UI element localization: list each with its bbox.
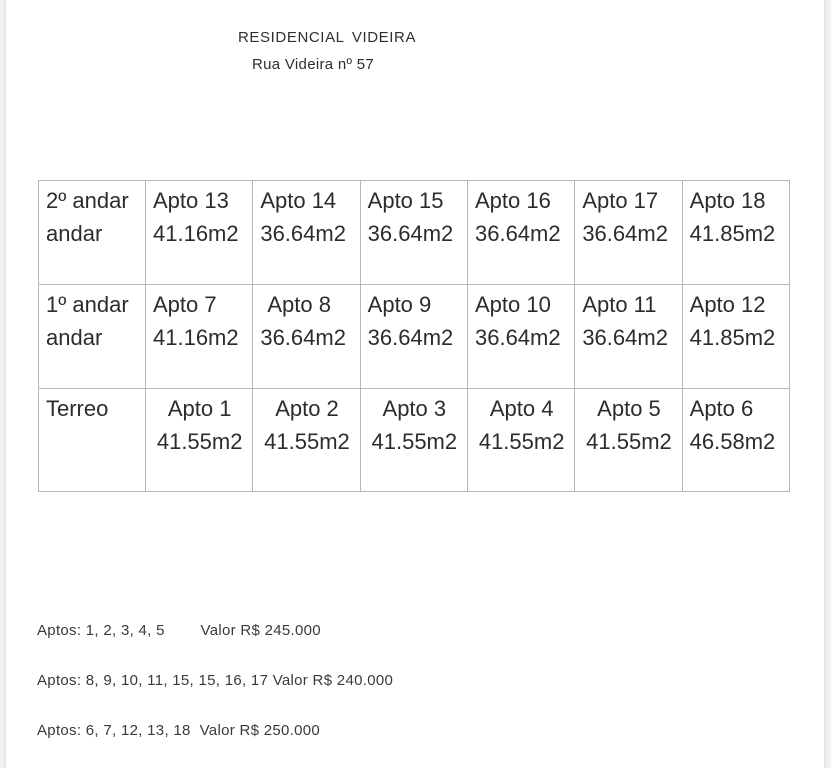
- unit-area: 36.64m2: [367, 325, 454, 350]
- price-line: [37, 622, 321, 639]
- unit-number: Apto 9: [367, 292, 432, 317]
- unit-cell: [253, 285, 360, 389]
- unit-cell: [146, 181, 253, 285]
- unit-cell: [575, 389, 682, 492]
- unit-number: Apto 14: [260, 188, 337, 213]
- price-value: Valor R$ 250.000: [199, 722, 321, 739]
- unit-area: 41.55m2: [156, 429, 243, 454]
- unit-number: Apto 10: [474, 292, 551, 317]
- unit-cell: [253, 181, 360, 285]
- unit-number: Apto 1: [167, 396, 232, 421]
- units-table: [38, 180, 790, 492]
- unit-cell: [253, 389, 360, 492]
- price-line: [37, 672, 393, 689]
- unit-area: 36.64m2: [260, 221, 346, 246]
- unit-area: 36.64m2: [260, 325, 346, 350]
- unit-number: Apto 18: [689, 188, 766, 213]
- unit-number: Apto 4: [489, 396, 554, 421]
- unit-area: 36.64m2: [474, 325, 561, 350]
- unit-cell: [360, 389, 467, 492]
- unit-cell: [146, 285, 253, 389]
- unit-number: Apto 3: [382, 396, 447, 421]
- unit-number: Apto 11: [582, 292, 657, 317]
- price-line: [37, 722, 320, 739]
- unit-cell: [682, 389, 789, 492]
- price-units: Aptos: 1, 2, 3, 4, 5: [37, 622, 165, 639]
- unit-area: 41.55m2: [264, 429, 350, 454]
- unit-cell: [467, 181, 574, 285]
- unit-cell: [682, 285, 789, 389]
- floor-label: Terreo: [39, 389, 146, 492]
- unit-area: 41.55m2: [478, 429, 565, 454]
- unit-cell: [360, 181, 467, 285]
- unit-number: Apto 7: [153, 292, 217, 317]
- floor-label: 2º andar andar: [39, 181, 146, 285]
- unit-cell: [146, 389, 253, 492]
- price-value: Valor R$ 240.000: [272, 672, 394, 689]
- price-value: Valor R$ 245.000: [200, 622, 321, 639]
- building-address: Rua Videira nº 57: [252, 56, 375, 73]
- unit-area: 36.64m2: [367, 221, 454, 246]
- unit-cell: [575, 285, 682, 389]
- unit-number: Apto 8: [267, 292, 331, 317]
- unit-cell: [360, 285, 467, 389]
- unit-area: 41.55m2: [371, 429, 458, 454]
- building-name: RESIDENCIAL VIDEIRA: [238, 29, 417, 46]
- unit-area: 41.85m2: [689, 221, 776, 246]
- unit-area: 41.55m2: [586, 429, 672, 454]
- unit-cell: [575, 181, 682, 285]
- unit-cell: [467, 285, 574, 389]
- unit-number: Apto 6: [689, 396, 754, 421]
- table-row: [39, 181, 790, 285]
- unit-cell: [682, 181, 789, 285]
- unit-area: 41.16m2: [153, 221, 239, 246]
- unit-number: Apto 17: [582, 188, 659, 213]
- floor-label: 1º andar andar: [39, 285, 146, 389]
- unit-cell: [467, 389, 574, 492]
- table-row: [39, 285, 790, 389]
- price-units: Aptos: 8, 9, 10, 11, 15, 15, 16, 17: [37, 672, 269, 689]
- unit-number: Apto 16: [474, 188, 551, 213]
- unit-area: 41.16m2: [153, 325, 239, 350]
- price-units: Aptos: 6, 7, 12, 13, 18: [37, 722, 191, 739]
- unit-number: Apto 15: [367, 188, 444, 213]
- unit-number: Apto 2: [275, 396, 339, 421]
- unit-number: Apto 13: [153, 188, 229, 213]
- unit-area: 36.64m2: [582, 221, 668, 246]
- unit-area: 36.64m2: [582, 325, 668, 350]
- unit-number: Apto 12: [689, 292, 766, 317]
- unit-area: 41.85m2: [689, 325, 776, 350]
- table-row: [39, 389, 790, 492]
- unit-number: Apto 5: [597, 396, 661, 421]
- unit-area: 36.64m2: [474, 221, 561, 246]
- unit-area: 46.58m2: [689, 429, 776, 454]
